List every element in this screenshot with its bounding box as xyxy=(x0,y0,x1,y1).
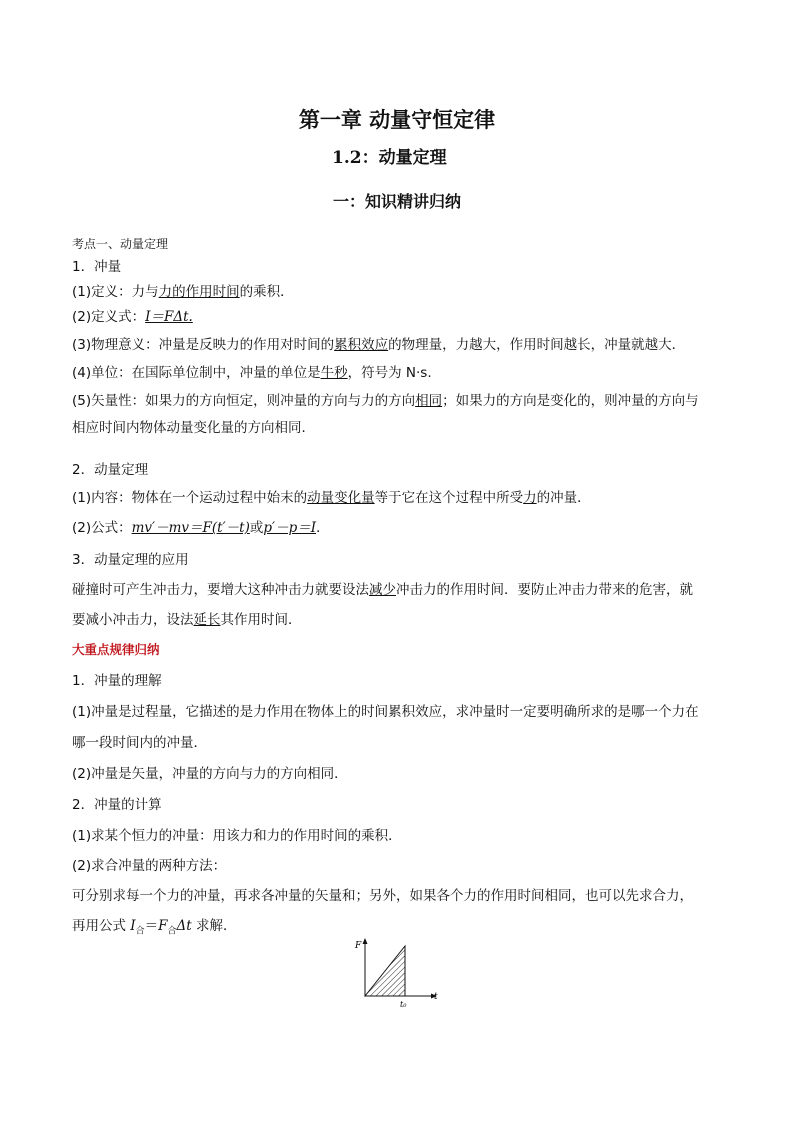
understanding-p1-line2: 哪一段时间内的冲量． xyxy=(72,735,207,751)
text: (2)定义式： xyxy=(72,309,146,325)
text: ，符号为 N·s. xyxy=(347,365,432,381)
x-axis-label: t xyxy=(434,992,438,1002)
underlined-term: 牛秒 xyxy=(320,365,348,381)
chapter-title: 第一章 动量守恒定律 xyxy=(298,107,496,132)
force-time-figure xyxy=(345,936,450,1012)
text: 其作用时间． xyxy=(220,612,302,628)
impulse-meaning xyxy=(72,333,685,353)
text: 的乘积． xyxy=(239,284,294,300)
impulse-vector-line1 xyxy=(72,389,699,409)
text: ． xyxy=(316,520,330,536)
understanding-heading: 1．冲量的理解 xyxy=(72,673,162,689)
y-axis-label: F xyxy=(355,941,362,951)
application-line2 xyxy=(72,608,302,628)
subscript: 合 xyxy=(135,926,145,937)
text: ；如果力的方向是变化的，则冲量的方向与 xyxy=(442,393,699,409)
impulse-vector-line2: 相应时间内物体动量变化量的方向相同． xyxy=(72,420,315,436)
application-line1 xyxy=(72,578,693,598)
underlined-term: 力 xyxy=(523,490,537,506)
underlined-term: 动量变化量 xyxy=(307,490,375,506)
part-title: 一：知识精讲归纳 xyxy=(332,192,461,211)
calculation-p3-line2 xyxy=(72,914,237,937)
summary-title: 大重点规律归纳 xyxy=(72,642,160,657)
section-title: 1.2：动量定理 xyxy=(332,148,447,168)
impulse-unit xyxy=(72,361,432,381)
symbol-i: I xyxy=(130,918,136,934)
text: (1)定义：力与 xyxy=(72,284,159,300)
text: 再用公式 xyxy=(72,918,131,934)
calculation-p3-line1: 可分别求每一个力的冲量，再求各冲量的矢量和；另外，如果各个力的作用时间相同，也可以先求合力， xyxy=(72,888,693,904)
text: (1)内容：物体在一个运动过程中始末的 xyxy=(72,490,308,506)
text: 碰撞时可产生冲击力，要增大这种冲击力就要设法 xyxy=(72,582,369,598)
text: 的物理量，力越大，作用时间越长，冲量就越大． xyxy=(388,337,686,353)
subscript: 合 xyxy=(167,926,177,937)
underlined-term: 累积效应 xyxy=(334,337,389,353)
understanding-p1-line1: (1)冲量是过程量，它描述的是力作用在物体上的时间累积效应，求冲量时一定要明确所求的是哪一个力在 xyxy=(72,704,699,720)
formula: mv′－mv＝F(t′－t) xyxy=(131,520,250,536)
calculation-p1: (1)求某个恒力的冲量：用该力和力的作用时间的乘积． xyxy=(72,828,402,844)
underlined-term: 相同 xyxy=(415,393,443,409)
text: (4)单位：在国际单位制中，冲量的单位是 xyxy=(72,365,321,381)
kaodian-heading: 考点一、动量定理 xyxy=(72,237,169,251)
text: 冲击力的作用时间．要防止冲击力带来的危害，就 xyxy=(396,582,693,598)
theorem-formula xyxy=(72,516,330,536)
underlined-term: 延长 xyxy=(193,612,221,628)
underlined-term: 减少 xyxy=(369,582,396,598)
text: (2)公式： xyxy=(72,520,132,536)
theorem-content xyxy=(72,486,591,506)
text: (3)物理意义：冲量是反映力的作用对时间的 xyxy=(72,337,335,353)
formula: I＝FΔt. xyxy=(145,309,193,325)
text: (5)矢量性：如果力的方向恒定，则冲量的方向与力的方向 xyxy=(72,393,416,409)
understanding-p2: (2)冲量是矢量，冲量的方向与力的方向相同． xyxy=(72,766,348,782)
calculation-p2: (2)求合冲量的两种方法： xyxy=(72,858,227,874)
text: 要减小冲击力，设法 xyxy=(72,612,194,628)
y-axis-arrow-icon xyxy=(363,938,368,944)
equals: ＝ xyxy=(144,918,159,934)
impulse-definition xyxy=(72,280,294,300)
delta-t: Δt xyxy=(176,918,192,934)
impulse-formula xyxy=(72,305,193,325)
theorem-heading: 2．动量定理 xyxy=(72,462,149,478)
underlined-term: 力的作用时间 xyxy=(158,284,240,300)
formula: p′－p＝I xyxy=(263,520,317,536)
application-heading: 3．动量定理的应用 xyxy=(72,552,189,568)
text: 等于它在这个过程中所受 xyxy=(374,490,524,506)
hatched-area xyxy=(365,946,405,996)
calculation-heading: 2．冲量的计算 xyxy=(72,797,162,813)
t0-label: t₀ xyxy=(400,1000,407,1009)
text: 的冲量． xyxy=(536,490,591,506)
text: 或 xyxy=(249,520,264,536)
text: 求解． xyxy=(191,918,237,934)
symbol-f: F xyxy=(158,918,168,934)
impulse-heading: 1．冲量 xyxy=(72,259,122,275)
